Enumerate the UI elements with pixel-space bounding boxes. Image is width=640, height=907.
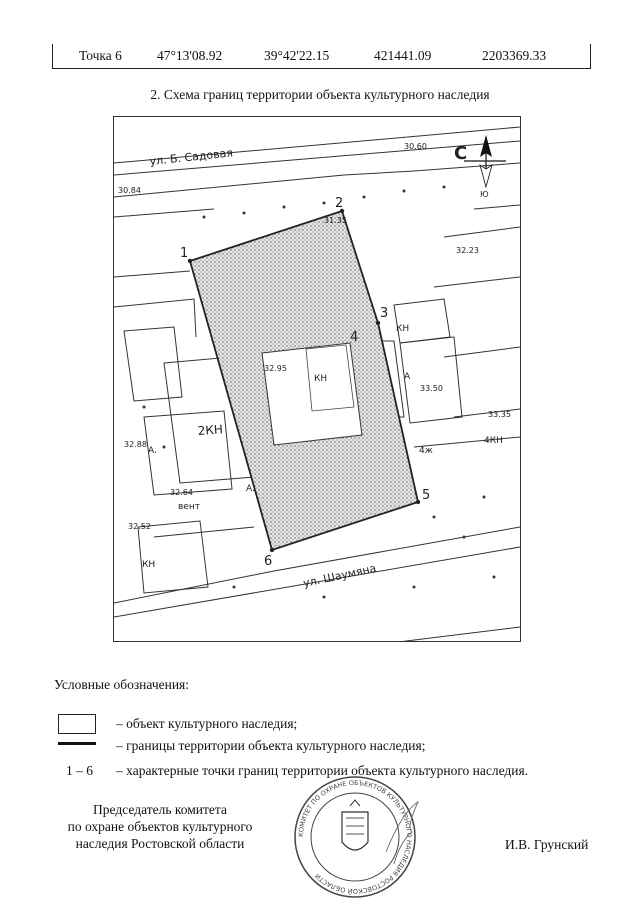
elevation-label: 30.84 [118, 186, 141, 195]
coordinates-table-row [52, 44, 591, 69]
street-label-sadovaya: ул. Б. Садовая [148, 146, 234, 168]
legend-title: Условные обозначения: [54, 677, 190, 692]
point-label-6: 6 [264, 554, 273, 569]
elevation-label: 32.64 [170, 488, 193, 497]
compass-south-label: Ю [480, 190, 489, 199]
svg-text:КОМИТЕТ ПО ОХРАНЕ ОБЪЕКТОВ КУЛ [297, 779, 413, 896]
point-label-1: 1 [180, 246, 189, 261]
elevation-label: 32.23 [456, 246, 479, 255]
point-label-2: 2 [335, 196, 344, 211]
longitude-cell: 39°42'22.15 [264, 48, 330, 63]
signatory-title [40, 801, 280, 852]
elevation-label: 32.95 [264, 364, 287, 373]
elevation-label: 33.50 [420, 384, 443, 393]
street-label-shaumyana: ул. Шаумяна [301, 561, 378, 590]
building-label: А. [148, 446, 158, 456]
building-label: вент [178, 502, 200, 512]
building-label: КН [314, 374, 328, 384]
compass-north-label: С [454, 143, 468, 164]
legend-item-territory-boundary: – границы территории объекта культурного наследия; [116, 738, 426, 753]
legend-item-boundary-points: – характерные точки границ территории объекта культурного наследия. [116, 763, 529, 778]
point-label-3: 3 [380, 306, 389, 321]
elevation-label: 32.88 [124, 440, 147, 449]
building-label: 4КН [484, 436, 503, 446]
signatory-title-line: наследия Ростовской области [75, 836, 245, 851]
latitude-cell: 47°13'08.92 [157, 48, 223, 63]
scheme-title: 2. Схема границ территории объекта культурного наследия [150, 87, 490, 102]
points-range-symbol: 1 – 6 [66, 763, 93, 778]
official-seal-icon [290, 772, 420, 907]
signatory-name: И.В. Грунский [505, 837, 589, 852]
building-label: 2КН [197, 422, 224, 438]
building-label: КН [396, 324, 410, 334]
elevation-label: 33.35 [488, 410, 511, 419]
building-label: А. [246, 484, 256, 494]
point-label-4: 4 [350, 330, 359, 345]
elevation-label: 31.35 [324, 216, 347, 225]
building-label: КН [142, 560, 156, 570]
y-coordinate-cell: 2203369.33 [482, 48, 547, 63]
heritage-object-symbol [58, 714, 96, 734]
building-label: А [404, 372, 411, 382]
signatory-title-line: Председатель комитета [93, 802, 227, 817]
legend-item-heritage-object: – объект культурного наследия; [116, 716, 298, 731]
building-label: 4ж [419, 446, 433, 456]
territory-boundary-symbol [58, 742, 96, 745]
point-name-cell: Точка 6 [79, 48, 122, 63]
seal-text: КОМИТЕТ ПО ОХРАНЕ ОБЪЕКТОВ КУЛЬТУРНОГО НАСЛЕДИЯ РОСТОВСКОЙ ОБЛАСТИ [296, 778, 414, 896]
point-label-5: 5 [422, 488, 431, 503]
boundary-map [113, 116, 521, 642]
elevation-label: 30.60 [404, 142, 427, 151]
signatory-title-line: по охране объектов культурного [67, 819, 253, 834]
elevation-label: 32.52 [128, 522, 151, 531]
x-coordinate-cell: 421441.09 [374, 48, 432, 63]
